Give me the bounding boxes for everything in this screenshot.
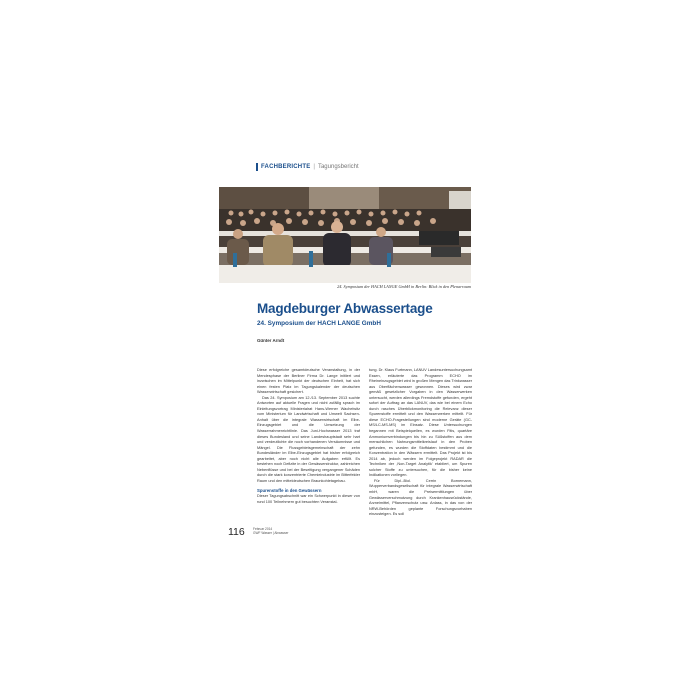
footer-issue: Februar 2014 (253, 527, 273, 531)
paragraph: Das 24. Symposium am 12./13. September 2013 suchte Antworten auf aktuelle Fragen und nicht zufällig sprach im Einleitungsvortrag Ministerialrat Hans-Werner Wachelwitz vom Ministerium für Landwirtschaft und Umwelt Sachsen-Anhalt über die integrale Wasserwirtschaft im Elbe-Einzugsgebiet und die Umsetzung der Wasserrahmenrichtlinie. Das Juni-Hochwasser 2013 traf dieses Bundesland und seine Landeshauptstadt sehr hart und verdeutlichte die noch vorhandenen Versäumnisse und Mängel. Die Flussgebietsgemeinschaft der zehn Bundesländer im Elbe-Einzugsgebiet hat bisher erfolgreich gearbeitet, aber noch nicht alle Aufgaben erfüllt. Es bestehen noch Defizite in der Gewässerstruktur, zahlreichen Nebenflüsse und bei der Beseitigung vergangener Schäden durch die stark konzentrierte Chemieindustrie im Bitterfelder Raum und den mitteldeutschen Braunkohletagebau. (257, 395, 360, 483)
paragraph: Diese erfolgreiche gesamtdeutsche Veranstaltung, in der Mendesphase der Berliner Firma Dr. Lange initiiert und inzwischen im Mittelpunkt der deutschen Einheit, hat sich einen festen Platz im Tagungskalender der deutschen Wasserwirtschaft gesichert. (257, 368, 360, 395)
text-column-left (257, 368, 360, 505)
section-heading: Spurenstoffe in den Gewässern (257, 488, 322, 494)
text-column-right (369, 368, 472, 518)
paragraph: tung. Dr. Klaus Furtmann, LANUV Landesuntersuchungsamt Essen, erläuterte das Programm ECHO im Rheineinzugsgebiet wird in großen Mengen das Trinkwasser aus Oberflächenwasser gewonnen. Dieses wird zwar gemäß gesetzlicher Vorgaben in den Wasserwerken untersucht, werden allerdings Fremdstoffe gefunden, ergeht sofort der Auftrag an das LANUV, das wie bei einem Echo durch rasches Überblickmonitoring die Relevanz dieser Spurenstoffe ermittelt und den Wasserwerken mitteilt. Für diese ECHO-Fragestellungen sind moderne Geräte (GC-MS/LC-MS-MS) im Einsatz. Diese Untersuchungen begannen mit Beispielquellen, es wurden Fitis, quartäre Ammoniumverbindungen bis hin zu Süßstoffen aus dem menschlichen Nahrungsmittelkreislauf in den Proben gefunden, es wurden die Stoffdaten bestimmt und die Konzentration in den Wässern ermittelt. Das Projekt ist bis 2014 ab, jedoch werden im Folgeprojekt RADAR die Techniken der ‚Non-Target Analytik' etabliert, um Spuren solcher Stoffe zu untersuchen, für die bisher keine Indikationen vorliegen. (369, 368, 472, 478)
footer-info (253, 527, 288, 535)
plenary-room-image (219, 187, 471, 283)
article-title: Magdeburger Abwassertage (257, 301, 433, 316)
footer-journal: GWF Wasser | Abwasser (253, 531, 289, 535)
paragraph: Dieser Tagungsabschnitt war ein Schwerpunkt in dieser von rund 100 Teilnehmern gut besuchten Veranstal- (257, 494, 360, 504)
section-label: FACHBERICHTE (261, 164, 311, 170)
rubric-bar (256, 163, 258, 171)
photo-caption: 24. Symposium der HACH LANGE GmbH in Berlin: Blick in den Plenarraum (337, 284, 471, 289)
article-author: Günter Arndt (257, 338, 285, 343)
paragraph: Für Dipl.-Biol. Cerrin Bornemann, Wupperverbandsgesellschaft für integrale Wasserwirtschaft mbH, waren die Preisermittlungen über Gewässerverschmutzung durch Krankenhausrückstände, Arzneimittel, Pflanzenschutz usw. Anlass, in das von der NRW-Behörden geplante Forschungsvorhaben einzusteigen. Es soll (369, 478, 472, 517)
subsection-label: Tagungsbericht (317, 164, 359, 170)
page-number: 116 (228, 526, 245, 538)
section-rubric (256, 163, 359, 171)
article-subtitle: 24. Symposium der HACH LANGE GmbH (257, 320, 381, 327)
conference-photo (219, 187, 471, 283)
rubric-separator: | (313, 164, 315, 170)
